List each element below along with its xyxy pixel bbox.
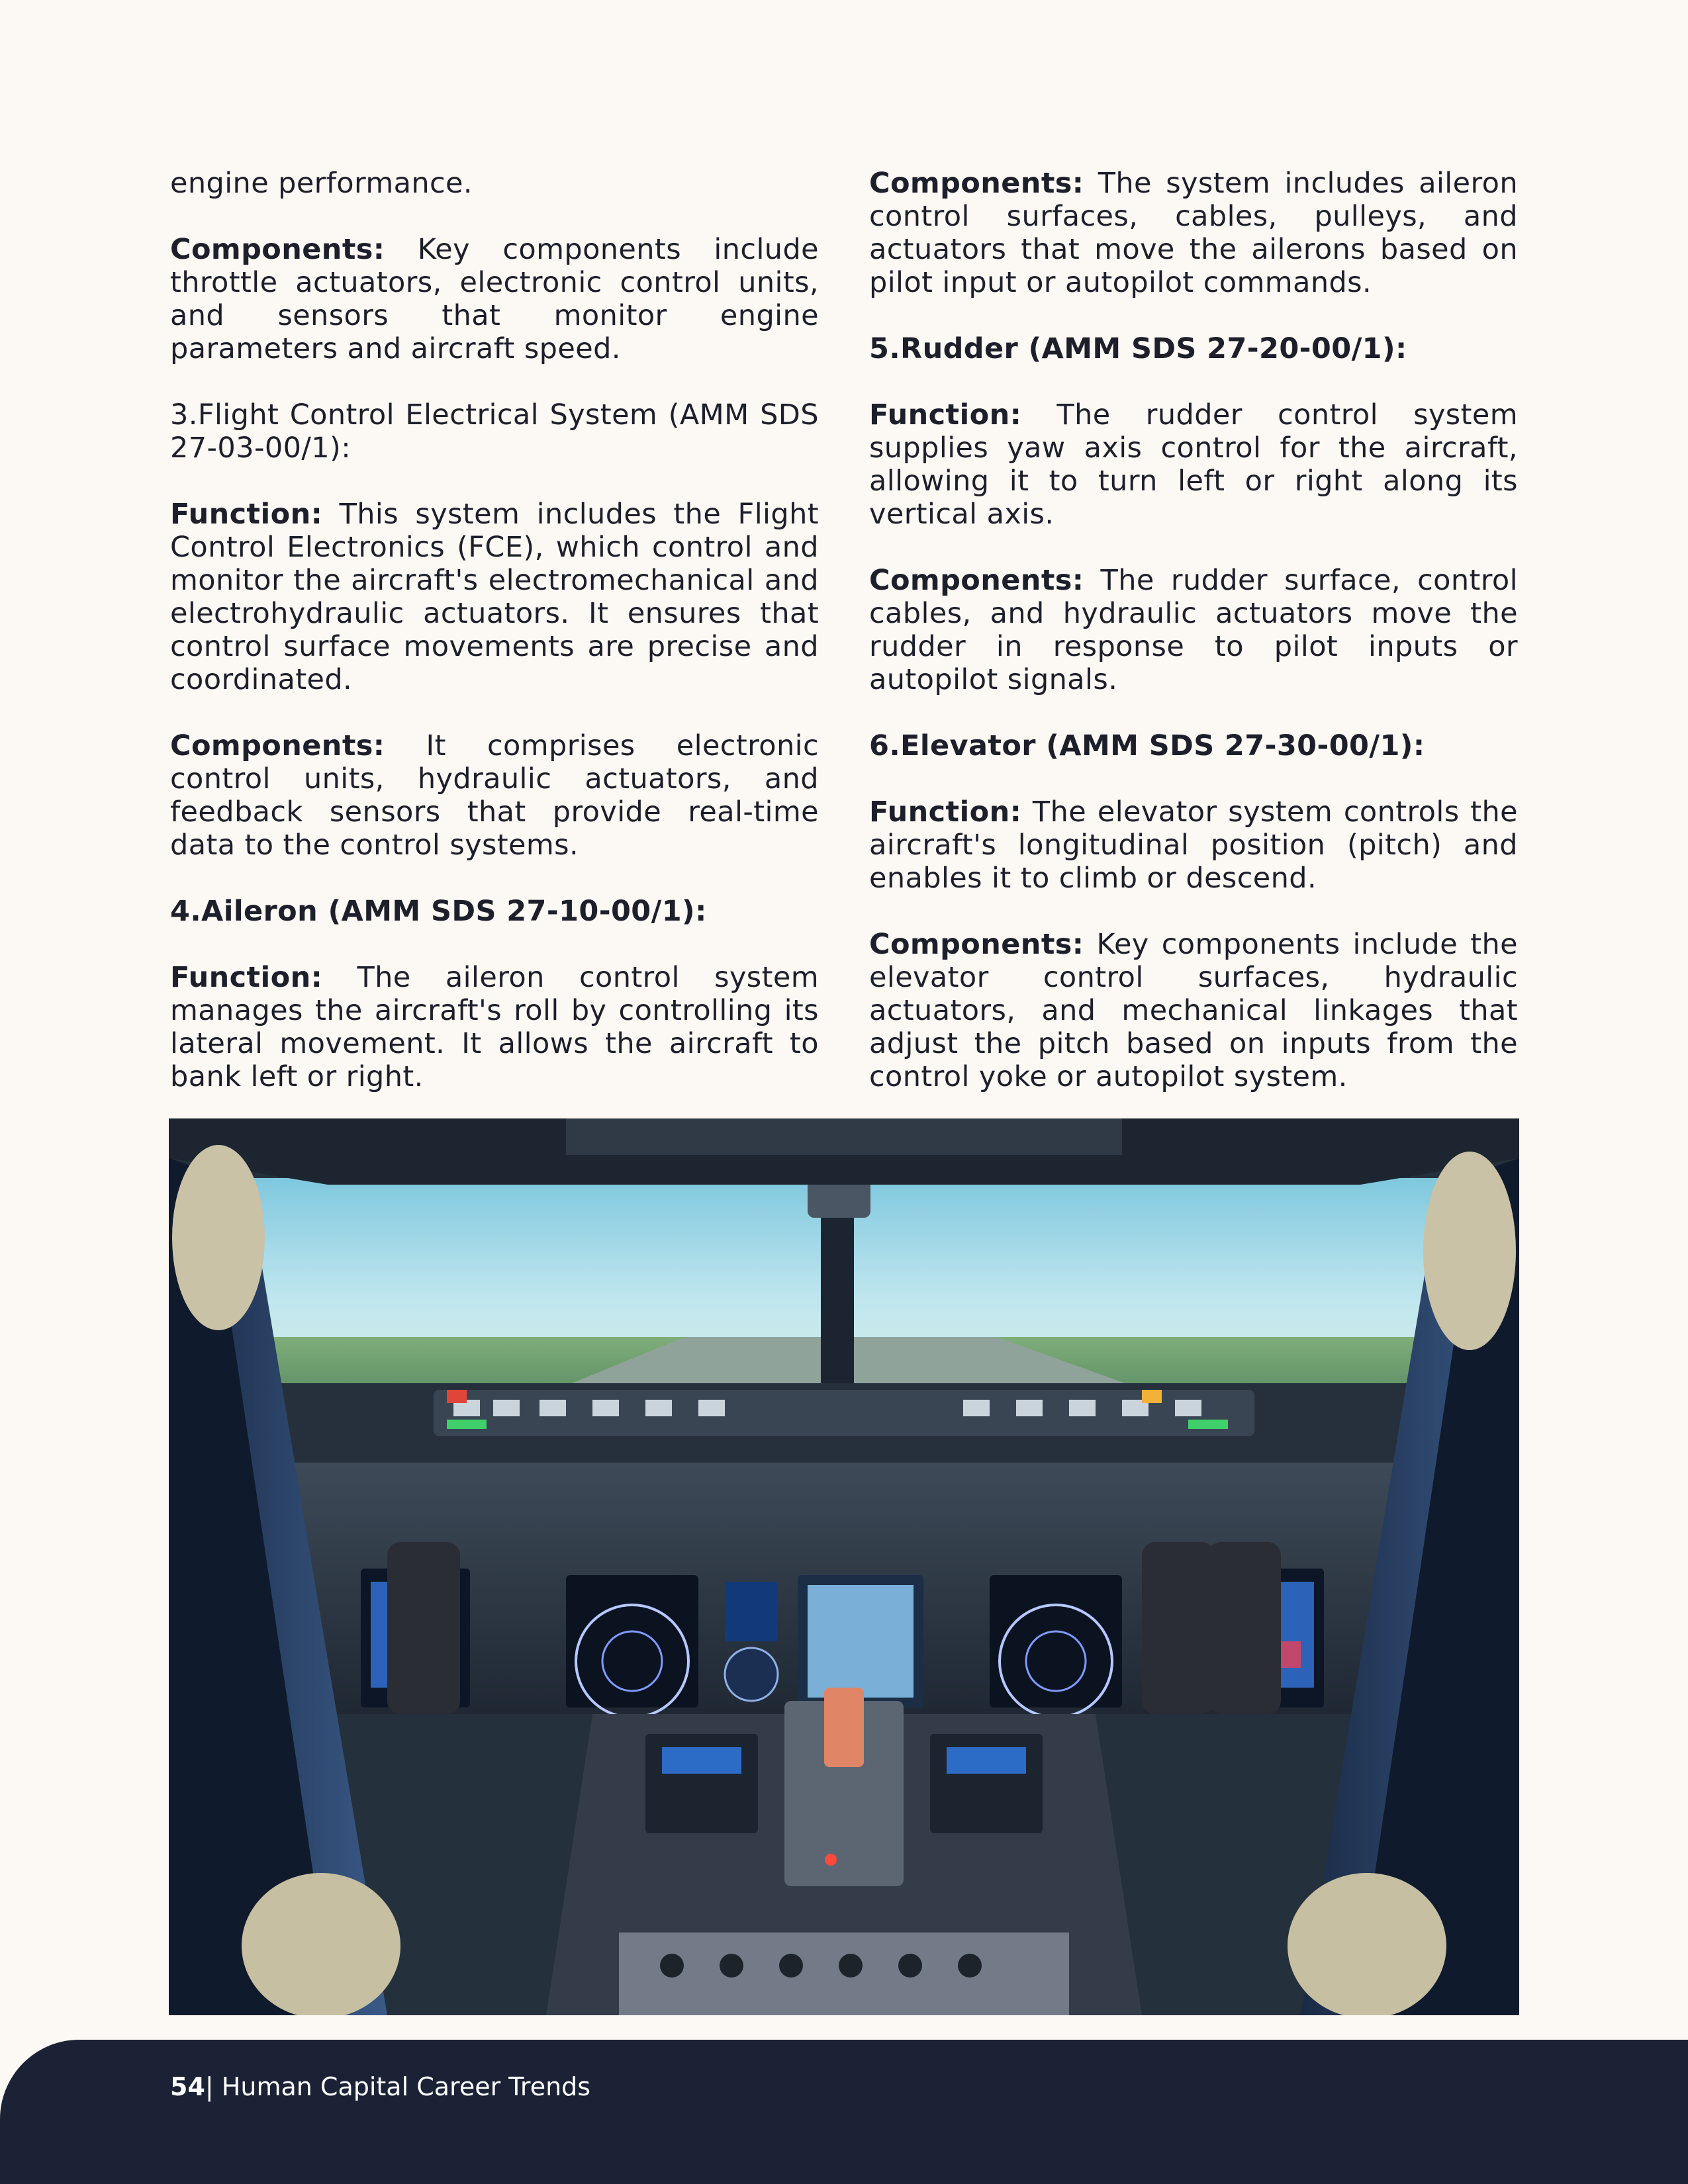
paragraph-text: This system includes the Flight Control Electronics (FCE), which control and monitor the aircraft's electromechanical and electrohydraulic actuators. It ensures that control surface movements are precise and coordinated. [170, 498, 819, 696]
paragraph-text: engine performance. [170, 167, 473, 200]
paragraph-text: The rudder control system supplies yaw axis control for the aircraft, allowing it to turn left or right along its vertical axis. [869, 398, 1518, 531]
paragraph-label: Components: [170, 233, 385, 266]
paragraph [170, 961, 819, 1093]
paragraph [170, 167, 819, 200]
paragraph [869, 564, 1518, 696]
paragraph-label: Components: [170, 729, 385, 762]
paragraph-text: The rudder surface, control cables, and hydraulic actuators move the rudder in response to pilot inputs or autopilot signals. [869, 564, 1518, 696]
footer-bar [0, 2040, 1688, 2184]
paragraph-label: Components: [869, 167, 1084, 200]
section-heading: 5.Rudder (AMM SDS 27-20-00/1): [869, 332, 1407, 365]
paragraph-text: Key components include throttle actuators, electronic control units, and sensors that monitor engine parameters and aircraft speed. [170, 233, 819, 365]
left-column [170, 167, 819, 1126]
paragraph [869, 928, 1518, 1093]
right-column [869, 167, 1518, 1126]
paragraph [869, 398, 1518, 531]
paragraph-label: Function: [170, 961, 323, 994]
paragraph [869, 167, 1518, 299]
paragraph [170, 729, 819, 862]
paragraph [869, 796, 1518, 895]
section-heading: 4.Aileron (AMM SDS 27-10-00/1): [170, 895, 707, 928]
section-heading [170, 398, 819, 465]
heading-text: 3.Flight Control Electrical System (AMM SDS 27-03-00/1): [170, 398, 819, 465]
paragraph-label: Function: [869, 796, 1022, 829]
cockpit-photo [169, 1118, 1519, 2015]
paragraph [170, 233, 819, 365]
paragraph-label: Function: [170, 498, 323, 531]
cockpit-illustration [169, 1118, 1519, 2015]
paragraph-label: Components: [869, 928, 1084, 961]
paragraph-text: Key components include the elevator control surfaces, hydraulic actuators, and mechanical linkages that adjust the pitch based on inputs from the control yoke or autopilot system. [869, 928, 1518, 1093]
paragraph-text: The elevator system controls the aircraft's longitudinal position (pitch) and enables it to climb or descend. [869, 796, 1518, 895]
publication-title: Human Capital Career Trends [213, 2072, 591, 2101]
section-heading: 6.Elevator (AMM SDS 27-30-00/1): [869, 729, 1425, 762]
page-number: 54 [170, 2072, 205, 2101]
paragraph-text: The system includes aileron control surfaces, cables, pulleys, and actuators that move the ailerons based on pilot input or autopilot commands. [869, 167, 1518, 299]
paragraph [170, 498, 819, 696]
paragraph-text: The aileron control system manages the aircraft's roll by controlling its lateral movement. It allows the aircraft to bank left or right. [170, 961, 819, 1093]
footer-text [170, 2071, 590, 2102]
paragraph-label: Components: [869, 564, 1084, 597]
paragraph-text: It comprises electronic control units, hydraulic actuators, and feedback sensors that provide real-time data to the control systems. [170, 729, 819, 862]
footer-separator: | [205, 2072, 214, 2101]
paragraph-label: Function: [869, 398, 1022, 432]
